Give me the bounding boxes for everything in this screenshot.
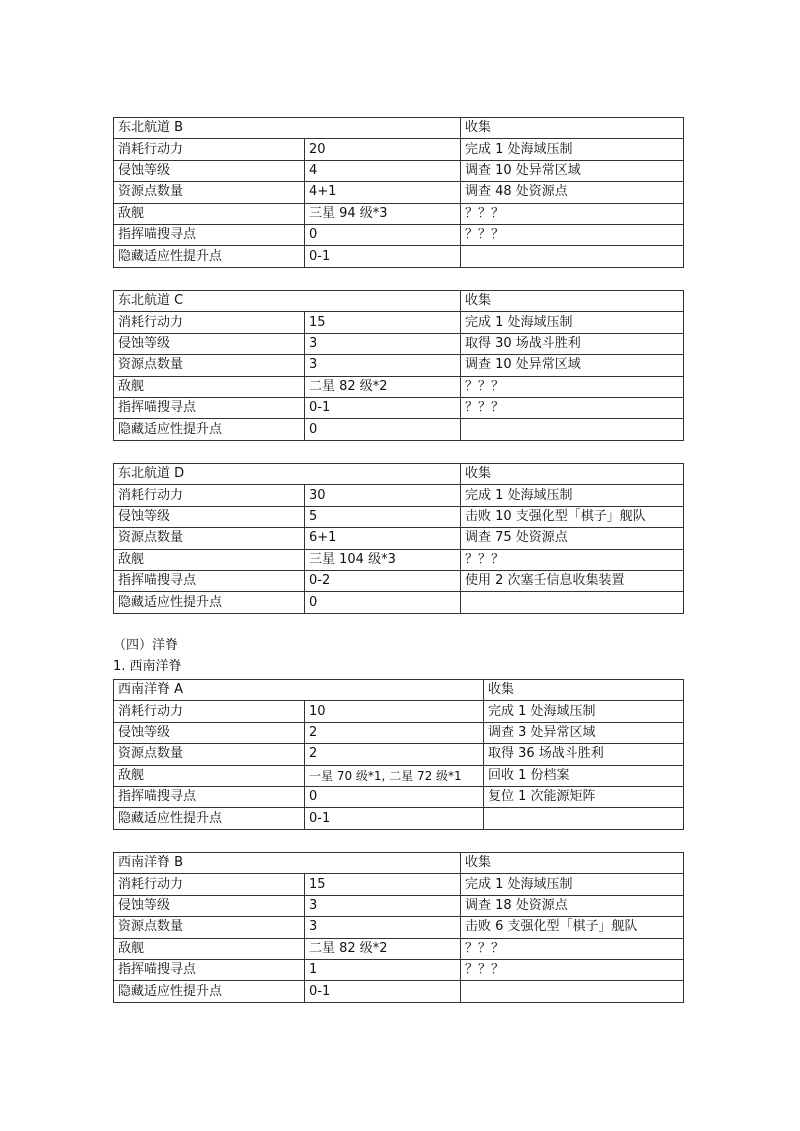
table-row <box>114 570 684 591</box>
table-row <box>114 917 684 938</box>
zone-title: 东北航道 D <box>114 464 461 485</box>
zone-title: 东北航道 C <box>114 291 461 312</box>
row-label: 侵蚀等级 <box>114 160 305 181</box>
row-reward: 调查 75 处资源点 <box>461 528 684 549</box>
zone-title: 西南洋脊 A <box>114 680 484 701</box>
row-label: 隐藏适应性提升点 <box>114 981 305 1002</box>
row-label: 消耗行动力 <box>114 701 305 722</box>
row-reward: ？？？ <box>461 397 684 418</box>
reward-header: 收集 <box>461 118 684 139</box>
row-reward: 调查 10 处异常区域 <box>461 355 684 376</box>
table-row <box>114 139 684 160</box>
row-reward <box>461 592 684 613</box>
table-row <box>114 722 684 743</box>
row-reward: 调查 10 处异常区域 <box>461 160 684 181</box>
table-row <box>114 765 684 786</box>
row-reward: 完成 1 处海域压制 <box>461 312 684 333</box>
row-label: 资源点数量 <box>114 182 305 203</box>
table-row <box>114 485 684 506</box>
row-value: 5 <box>305 506 461 527</box>
row-value: 二星 82 级*2 <box>305 938 461 959</box>
row-value: 15 <box>305 874 461 895</box>
row-value: 3 <box>305 333 461 354</box>
row-label: 指挥喵搜寻点 <box>114 786 305 807</box>
zone-table <box>113 852 684 1003</box>
row-value: 二星 82 级*2 <box>305 376 461 397</box>
table-row <box>114 355 684 376</box>
row-value: 0 <box>305 224 461 245</box>
row-reward: 击败 10 支强化型「棋子」舰队 <box>461 506 684 527</box>
row-label: 消耗行动力 <box>114 312 305 333</box>
row-value: 2 <box>305 744 484 765</box>
table-row <box>114 938 684 959</box>
row-value: 3 <box>305 917 461 938</box>
row-reward: 调查 3 处异常区域 <box>484 722 684 743</box>
row-value: 1 <box>305 959 461 980</box>
row-reward: 完成 1 处海域压制 <box>461 485 684 506</box>
row-value: 30 <box>305 485 461 506</box>
zone-title: 东北航道 B <box>114 118 461 139</box>
row-label: 资源点数量 <box>114 355 305 376</box>
row-value: 0-1 <box>305 246 461 267</box>
row-reward <box>461 246 684 267</box>
table-row <box>114 312 684 333</box>
row-reward: 使用 2 次塞壬信息收集装置 <box>461 570 684 591</box>
row-reward: 调查 18 处资源点 <box>461 895 684 916</box>
table-row <box>114 959 684 980</box>
table-header-row <box>114 291 684 312</box>
section-heading: （四）洋脊 <box>113 638 179 653</box>
row-label: 指挥喵搜寻点 <box>114 224 305 245</box>
row-reward: 回收 1 份档案 <box>484 765 684 786</box>
row-label: 隐藏适应性提升点 <box>114 419 305 440</box>
row-reward: 复位 1 次能源矩阵 <box>484 786 684 807</box>
row-reward: ？？？ <box>461 224 684 245</box>
table-row <box>114 246 684 267</box>
row-value: 一星 70 级*1, 二星 72 级*1 <box>305 765 484 786</box>
row-reward <box>484 808 684 829</box>
table-row <box>114 701 684 722</box>
row-label: 侵蚀等级 <box>114 506 305 527</box>
row-value: 3 <box>305 355 461 376</box>
row-reward: ？？？ <box>461 376 684 397</box>
row-label: 指挥喵搜寻点 <box>114 397 305 418</box>
row-value: 0 <box>305 419 461 440</box>
row-label: 敌舰 <box>114 938 305 959</box>
table-header-row <box>114 464 684 485</box>
row-reward: 取得 36 场战斗胜利 <box>484 744 684 765</box>
row-value: 0 <box>305 592 461 613</box>
zone-table <box>113 290 684 441</box>
row-reward: 完成 1 处海域压制 <box>484 701 684 722</box>
table-row <box>114 224 684 245</box>
table-row <box>114 506 684 527</box>
row-value: 0-1 <box>305 397 461 418</box>
row-label: 隐藏适应性提升点 <box>114 246 305 267</box>
row-reward: 完成 1 处海域压制 <box>461 874 684 895</box>
table-row <box>114 549 684 570</box>
table-row <box>114 786 684 807</box>
table-row <box>114 160 684 181</box>
row-label: 指挥喵搜寻点 <box>114 570 305 591</box>
table-header-row <box>114 680 684 701</box>
row-label: 资源点数量 <box>114 528 305 549</box>
row-reward: 击败 6 支强化型「棋子」舰队 <box>461 917 684 938</box>
row-value: 0-1 <box>305 981 461 1002</box>
row-label: 敌舰 <box>114 765 305 786</box>
row-value: 15 <box>305 312 461 333</box>
row-reward: ？？？ <box>461 203 684 224</box>
row-reward: ？？？ <box>461 938 684 959</box>
table-row <box>114 182 684 203</box>
table-row <box>114 744 684 765</box>
row-label: 资源点数量 <box>114 917 305 938</box>
row-reward: 完成 1 处海域压制 <box>461 139 684 160</box>
row-value: 20 <box>305 139 461 160</box>
row-label: 隐藏适应性提升点 <box>114 592 305 613</box>
zone-table <box>113 463 684 614</box>
row-label: 侵蚀等级 <box>114 722 305 743</box>
row-label: 消耗行动力 <box>114 485 305 506</box>
row-reward: ？？？ <box>461 549 684 570</box>
row-value: 4+1 <box>305 182 461 203</box>
table-row <box>114 528 684 549</box>
subsection-heading: 1. 西南洋脊 <box>113 659 182 674</box>
zone-table <box>113 679 684 830</box>
row-value: 6+1 <box>305 528 461 549</box>
row-reward <box>461 981 684 1002</box>
table-row <box>114 419 684 440</box>
reward-header: 收集 <box>461 853 684 874</box>
row-reward: ？？？ <box>461 959 684 980</box>
row-reward: 取得 30 场战斗胜利 <box>461 333 684 354</box>
row-label: 隐藏适应性提升点 <box>114 808 305 829</box>
row-value: 4 <box>305 160 461 181</box>
table-row <box>114 981 684 1002</box>
table-row <box>114 895 684 916</box>
row-value: 3 <box>305 895 461 916</box>
row-value: 2 <box>305 722 484 743</box>
row-label: 敌舰 <box>114 203 305 224</box>
table-row <box>114 874 684 895</box>
table-row <box>114 808 684 829</box>
table-row <box>114 592 684 613</box>
zone-table <box>113 117 684 268</box>
row-label: 侵蚀等级 <box>114 333 305 354</box>
row-label: 资源点数量 <box>114 744 305 765</box>
table-row <box>114 397 684 418</box>
row-label: 侵蚀等级 <box>114 895 305 916</box>
row-value: 0 <box>305 786 484 807</box>
row-reward: 调查 48 处资源点 <box>461 182 684 203</box>
reward-header: 收集 <box>484 680 684 701</box>
table-row <box>114 333 684 354</box>
row-value: 10 <box>305 701 484 722</box>
row-value: 三星 104 级*3 <box>305 549 461 570</box>
row-label: 敌舰 <box>114 549 305 570</box>
table-row <box>114 376 684 397</box>
row-reward <box>461 419 684 440</box>
row-value: 0-1 <box>305 808 484 829</box>
row-value: 三星 94 级*3 <box>305 203 461 224</box>
row-label: 消耗行动力 <box>114 139 305 160</box>
reward-header: 收集 <box>461 464 684 485</box>
table-row <box>114 203 684 224</box>
row-label: 指挥喵搜寻点 <box>114 959 305 980</box>
zone-title: 西南洋脊 B <box>114 853 461 874</box>
row-label: 消耗行动力 <box>114 874 305 895</box>
table-header-row <box>114 118 684 139</box>
row-label: 敌舰 <box>114 376 305 397</box>
row-value: 0-2 <box>305 570 461 591</box>
table-header-row <box>114 853 684 874</box>
reward-header: 收集 <box>461 291 684 312</box>
